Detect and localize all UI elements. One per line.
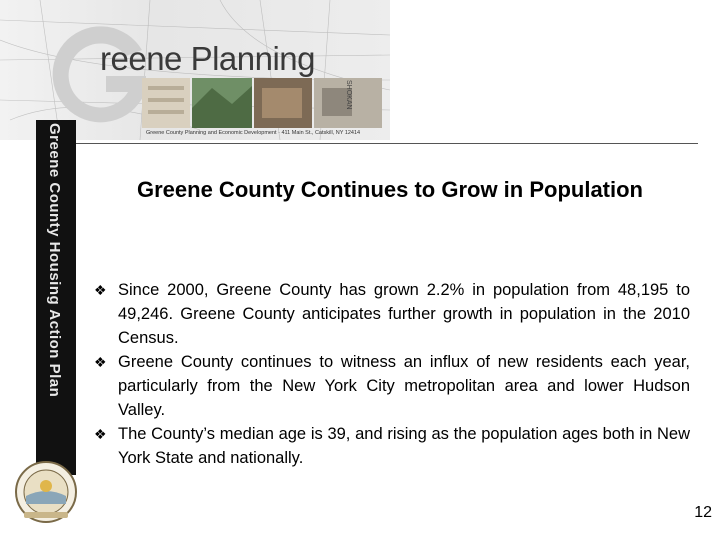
page-number: 12 xyxy=(694,504,712,521)
diamond-bullet-icon: ❖ xyxy=(94,282,107,298)
bullet-text: Since 2000, Greene County has grown 2.2% in population from 48,195 to 49,246. Greene County anticipates further growth in population in the 2010 Census. xyxy=(118,281,690,347)
header-banner xyxy=(0,0,390,140)
bullet-item xyxy=(92,350,690,422)
header-divider xyxy=(75,143,698,144)
slide-title: Greene County Continues to Grow in Population xyxy=(137,177,643,202)
bullet-item xyxy=(92,422,690,470)
bullet-item xyxy=(92,278,690,350)
bullet-list xyxy=(92,278,690,470)
photo-caption: SHOKAN xyxy=(345,80,352,110)
diamond-bullet-icon: ❖ xyxy=(94,426,107,442)
sidebar-vertical-title: Greene County Housing Action Plan xyxy=(46,123,63,398)
county-seal-icon xyxy=(14,460,78,524)
bullet-text: Greene County continues to witness an influx of new residents each year, particularly from the New York City metropolitan area and lower Hudson Valley. xyxy=(118,353,690,419)
bullet-text: The County’s median age is 39, and rising as the population ages both in New York State and nationally. xyxy=(118,425,690,467)
header-address: Greene County Planning and Economic Development · 411 Main St., Catskill, NY 12414 xyxy=(146,130,361,136)
diamond-bullet-icon: ❖ xyxy=(94,354,107,370)
brand-title: reene Planning xyxy=(100,40,316,77)
